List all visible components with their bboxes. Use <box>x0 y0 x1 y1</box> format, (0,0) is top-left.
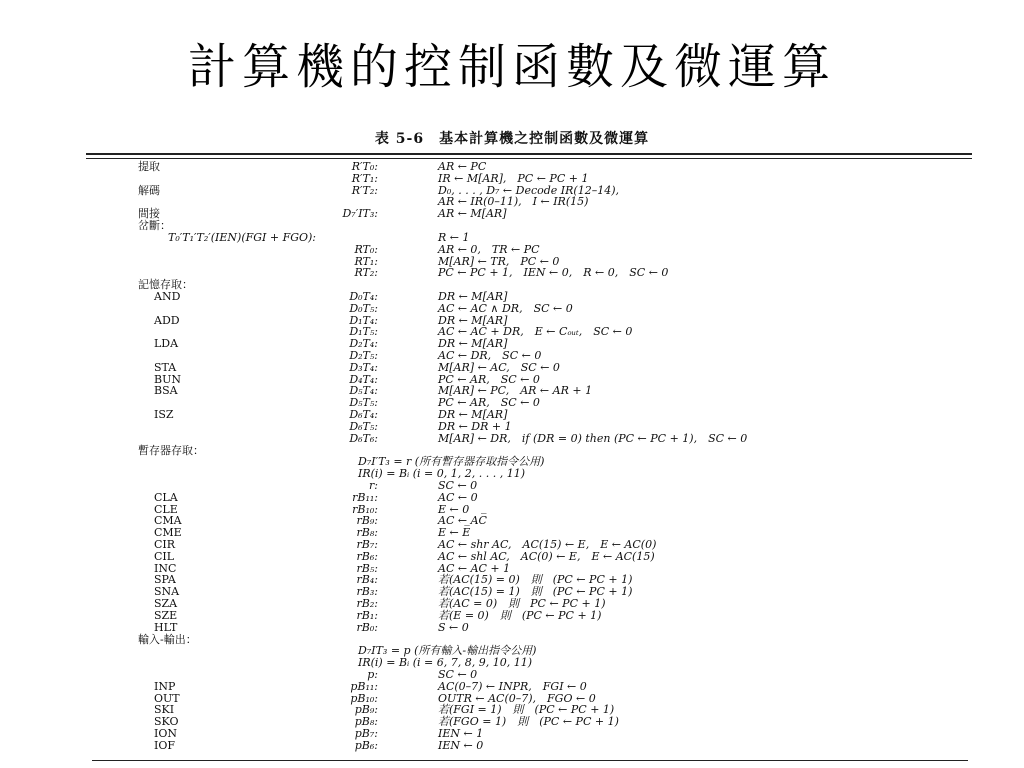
micro-operation: M[AR] ← TR, PC ← 0 <box>438 254 560 268</box>
control-function: p: <box>367 667 378 681</box>
instruction-name: SKI <box>154 703 175 717</box>
control-function: rB₃: <box>356 585 378 599</box>
control-function: rB₄: <box>356 573 378 587</box>
instruction-name: INP <box>154 679 176 693</box>
micro-operation: AC ← shr AC, AC(15) ← E, E ← AC(0) <box>438 538 657 551</box>
instruction-name: LDA <box>154 337 179 351</box>
control-function: rB₁: <box>356 608 378 622</box>
table-top-rule <box>86 153 972 155</box>
control-function: rB₁₀: <box>352 502 378 516</box>
instruction-name: CIL <box>154 549 175 563</box>
micro-operation: AC ← DR, SC ← 0 <box>438 349 542 362</box>
table-row <box>0 468 1024 480</box>
table-row <box>0 409 1024 421</box>
table-caption: 表 5-6 基本計算機之控制函數及微運算 <box>374 131 650 147</box>
table-row <box>0 421 1024 433</box>
micro-operation: AR ← IR(0–11), I ← IR(15) <box>438 195 589 209</box>
instruction-name: INC <box>154 561 177 575</box>
instruction-name: IOF <box>154 738 175 752</box>
instruction-name: CIR <box>154 538 176 551</box>
micro-operation: 若(AC(15) = 1) 則 (PC ← PC + 1) <box>438 585 633 599</box>
instruction-name: SZE <box>154 608 178 622</box>
micro-operation: SC ← 0 <box>438 478 478 492</box>
micro-operation: AC ← AC + DR, E ← Cₒᵤₜ, SC ← 0 <box>438 325 633 339</box>
instruction-name: CMA <box>154 514 182 528</box>
control-function: D₆T₄: <box>349 408 378 422</box>
micro-operation: PC ← PC + 1, IEN ← 0, R ← 0, SC ← 0 <box>438 266 669 280</box>
table-row <box>0 433 1024 445</box>
control-function: pB₆: <box>354 738 378 752</box>
table-row <box>0 220 1024 232</box>
control-function: D₆T₅: <box>349 419 378 433</box>
micro-operation: M[AR] ← AC, SC ← 0 <box>438 360 560 374</box>
micro-operation: 若(AC(15) = 0) 則 (PC ← PC + 1) <box>438 573 633 587</box>
micro-operation: DR ← M[AR] <box>438 408 508 422</box>
control-function: pB₁₀: <box>350 691 378 705</box>
control-function: D₁T₄: <box>349 313 378 327</box>
table-row <box>0 740 1024 752</box>
instruction-name: BSA <box>154 384 178 398</box>
micro-operation: IEN ← 0 <box>438 738 484 752</box>
control-function: rB₇: <box>356 538 378 551</box>
section-label: 暫存器存取： <box>138 443 204 457</box>
instruction-name: CME <box>154 526 182 540</box>
control-function: D₂T₄: <box>349 337 378 351</box>
instruction-name: CLE <box>154 502 178 516</box>
control-function: RT₂: <box>354 266 378 280</box>
table-row <box>0 232 1024 244</box>
table-row <box>0 291 1024 303</box>
instruction-name: AND <box>154 289 181 303</box>
control-function: rB₅: <box>356 561 378 575</box>
control-function: RT₀: <box>354 242 378 256</box>
instruction-name: SKO <box>154 715 179 729</box>
micro-operation: AC ← AC ∧ DR, SC ← 0 <box>438 301 573 315</box>
instruction-name: SZA <box>154 597 178 611</box>
micro-operation: AC(0–7) ← INPR, FGI ← 0 <box>438 679 587 693</box>
control-function: D₅T₅: <box>349 396 378 410</box>
instruction-name: ADD <box>154 313 180 327</box>
section-label: 解碼 <box>138 183 160 197</box>
control-function: pB₁₁: <box>350 679 378 693</box>
slide-title: 計算機的控制函數及微運算 <box>187 39 836 95</box>
control-function: pB₉: <box>354 703 378 717</box>
control-function: pB₈: <box>354 715 378 729</box>
control-function: rB₂: <box>356 597 378 611</box>
table-row <box>0 362 1024 374</box>
instruction-name: OUT <box>154 691 180 705</box>
micro-operation: 若(FGO = 1) 則 (PC ← PC + 1) <box>438 715 619 729</box>
common-definition: IR(i) = Bᵢ (i = 0, 1, 2, . . . , 11) <box>358 467 525 481</box>
control-function: D₅T₄: <box>349 384 378 398</box>
micro-operation: AC ← AC̅ <box>438 514 487 528</box>
control-function: R′T₀: <box>351 160 378 173</box>
micro-operation: D₀, . . . , D₇ ← Decode IR(12–14), <box>438 183 619 197</box>
control-function: rB₀: <box>356 620 378 634</box>
instruction-name: SNA <box>154 585 180 599</box>
micro-operation: E ← E̅ <box>438 526 471 540</box>
micro-operation: AR ← 0, TR ← PC <box>438 242 540 256</box>
common-definition: D₇I′T₃ = r (所有暫存器存取指令公用) <box>358 455 545 469</box>
micro-operation: AC ← shl AC, AC(0) ← E, E ← AC(15) <box>438 549 655 563</box>
instruction-name: CLA <box>154 490 178 504</box>
interrupt-condition: T₀′T₁′T₂′(IEN)(FGI + FGO): <box>168 230 317 244</box>
micro-operation: PC ← AR, SC ← 0 <box>438 396 540 410</box>
control-function: rB₈: <box>356 526 378 540</box>
section-label: 間接 <box>138 207 160 221</box>
table-row <box>0 657 1024 669</box>
common-definition: D₇IT₃ = p (所有輸入-輸出指令公用) <box>358 644 537 658</box>
control-function: pB₇: <box>354 727 378 740</box>
section-label: 提取 <box>138 160 160 173</box>
control-function: D₀T₄: <box>349 289 378 303</box>
micro-operation: AR ← M[AR] <box>438 207 507 221</box>
micro-operation: 若(AC = 0) 則 PC ← PC + 1) <box>438 597 606 611</box>
micro-operation: S ← 0 <box>438 620 469 634</box>
instruction-name: STA <box>154 360 177 374</box>
table-row <box>0 622 1024 634</box>
table-row <box>0 669 1024 681</box>
table-row <box>0 551 1024 563</box>
micro-operation: DR ← DR + 1 <box>438 419 512 433</box>
control-function: rB₁₁: <box>352 490 378 504</box>
micro-operation: DR ← M[AR] <box>438 313 508 327</box>
table-row <box>0 173 1024 185</box>
control-function: D₆T₆: <box>349 431 378 445</box>
micro-operation: SC ← 0 <box>438 667 478 681</box>
micro-operation: OUTR ← AC(0–7), FGO ← 0 <box>438 691 596 705</box>
section-label: 輸入-輸出： <box>138 632 197 646</box>
control-function: rB₉: <box>356 514 378 528</box>
control-function: R′T₁: <box>351 171 378 185</box>
micro-operation: PC ← AR, SC ← 0 <box>438 372 540 386</box>
micro-operation: M[AR] ← DR, if (DR = 0) then (PC ← PC + 1), SC ← 0 <box>438 431 748 445</box>
micro-operation: AC ← AC + 1 <box>438 561 511 575</box>
control-function: D₀T₅: <box>349 301 378 315</box>
micro-operation: IEN ← 1 <box>438 727 484 740</box>
section-label: 岔斷： <box>138 219 171 233</box>
micro-operation: E ← 0 <box>438 502 470 516</box>
control-function: RT₁: <box>354 254 378 268</box>
table-row <box>0 244 1024 256</box>
micro-operation: AC ← 0 <box>438 490 478 504</box>
micro-operation: R ← 1 <box>438 230 470 244</box>
table-top-rule-thin <box>86 158 972 159</box>
common-definition: IR(i) = Bᵢ (i = 6, 7, 8, 9, 10, 11) <box>358 656 532 670</box>
table-row <box>0 610 1024 622</box>
micro-operation: AR ← PC <box>438 160 487 173</box>
control-function: D₄T₄: <box>349 372 378 386</box>
micro-operation: IR ← M[AR], PC ← PC + 1 <box>438 171 589 185</box>
control-function: rB₆: <box>356 549 378 563</box>
control-function: r: <box>369 478 378 492</box>
micro-operation: M[AR] ← PC, AR ← AR + 1 <box>438 384 593 398</box>
control-function: R′T₂: <box>351 183 378 197</box>
micro-operation: DR ← M[AR] <box>438 337 508 351</box>
micro-operation: DR ← M[AR] <box>438 289 508 303</box>
micro-operations-table <box>0 161 1024 752</box>
table-row <box>0 303 1024 315</box>
control-function: D₁T₅: <box>349 325 378 339</box>
instruction-name: ISZ <box>154 408 174 422</box>
instruction-name: HLT <box>154 620 178 634</box>
micro-operation: 若(E = 0) 則 (PC ← PC + 1) <box>438 608 602 622</box>
control-function: D₃T₄: <box>349 360 378 374</box>
control-function: D₂T₅: <box>349 349 378 362</box>
micro-operation: 若(FGI = 1) 則 (PC ← PC + 1) <box>438 703 615 717</box>
table-row <box>0 492 1024 504</box>
control-function: D₇′IT₃: <box>342 207 378 221</box>
section-label: 記憶存取： <box>138 278 193 292</box>
instruction-name: SPA <box>154 573 176 587</box>
table-bottom-rule <box>92 760 968 761</box>
table-row <box>0 681 1024 693</box>
instruction-name: ION <box>154 727 177 740</box>
table-row <box>0 480 1024 492</box>
instruction-name: BUN <box>154 372 181 386</box>
